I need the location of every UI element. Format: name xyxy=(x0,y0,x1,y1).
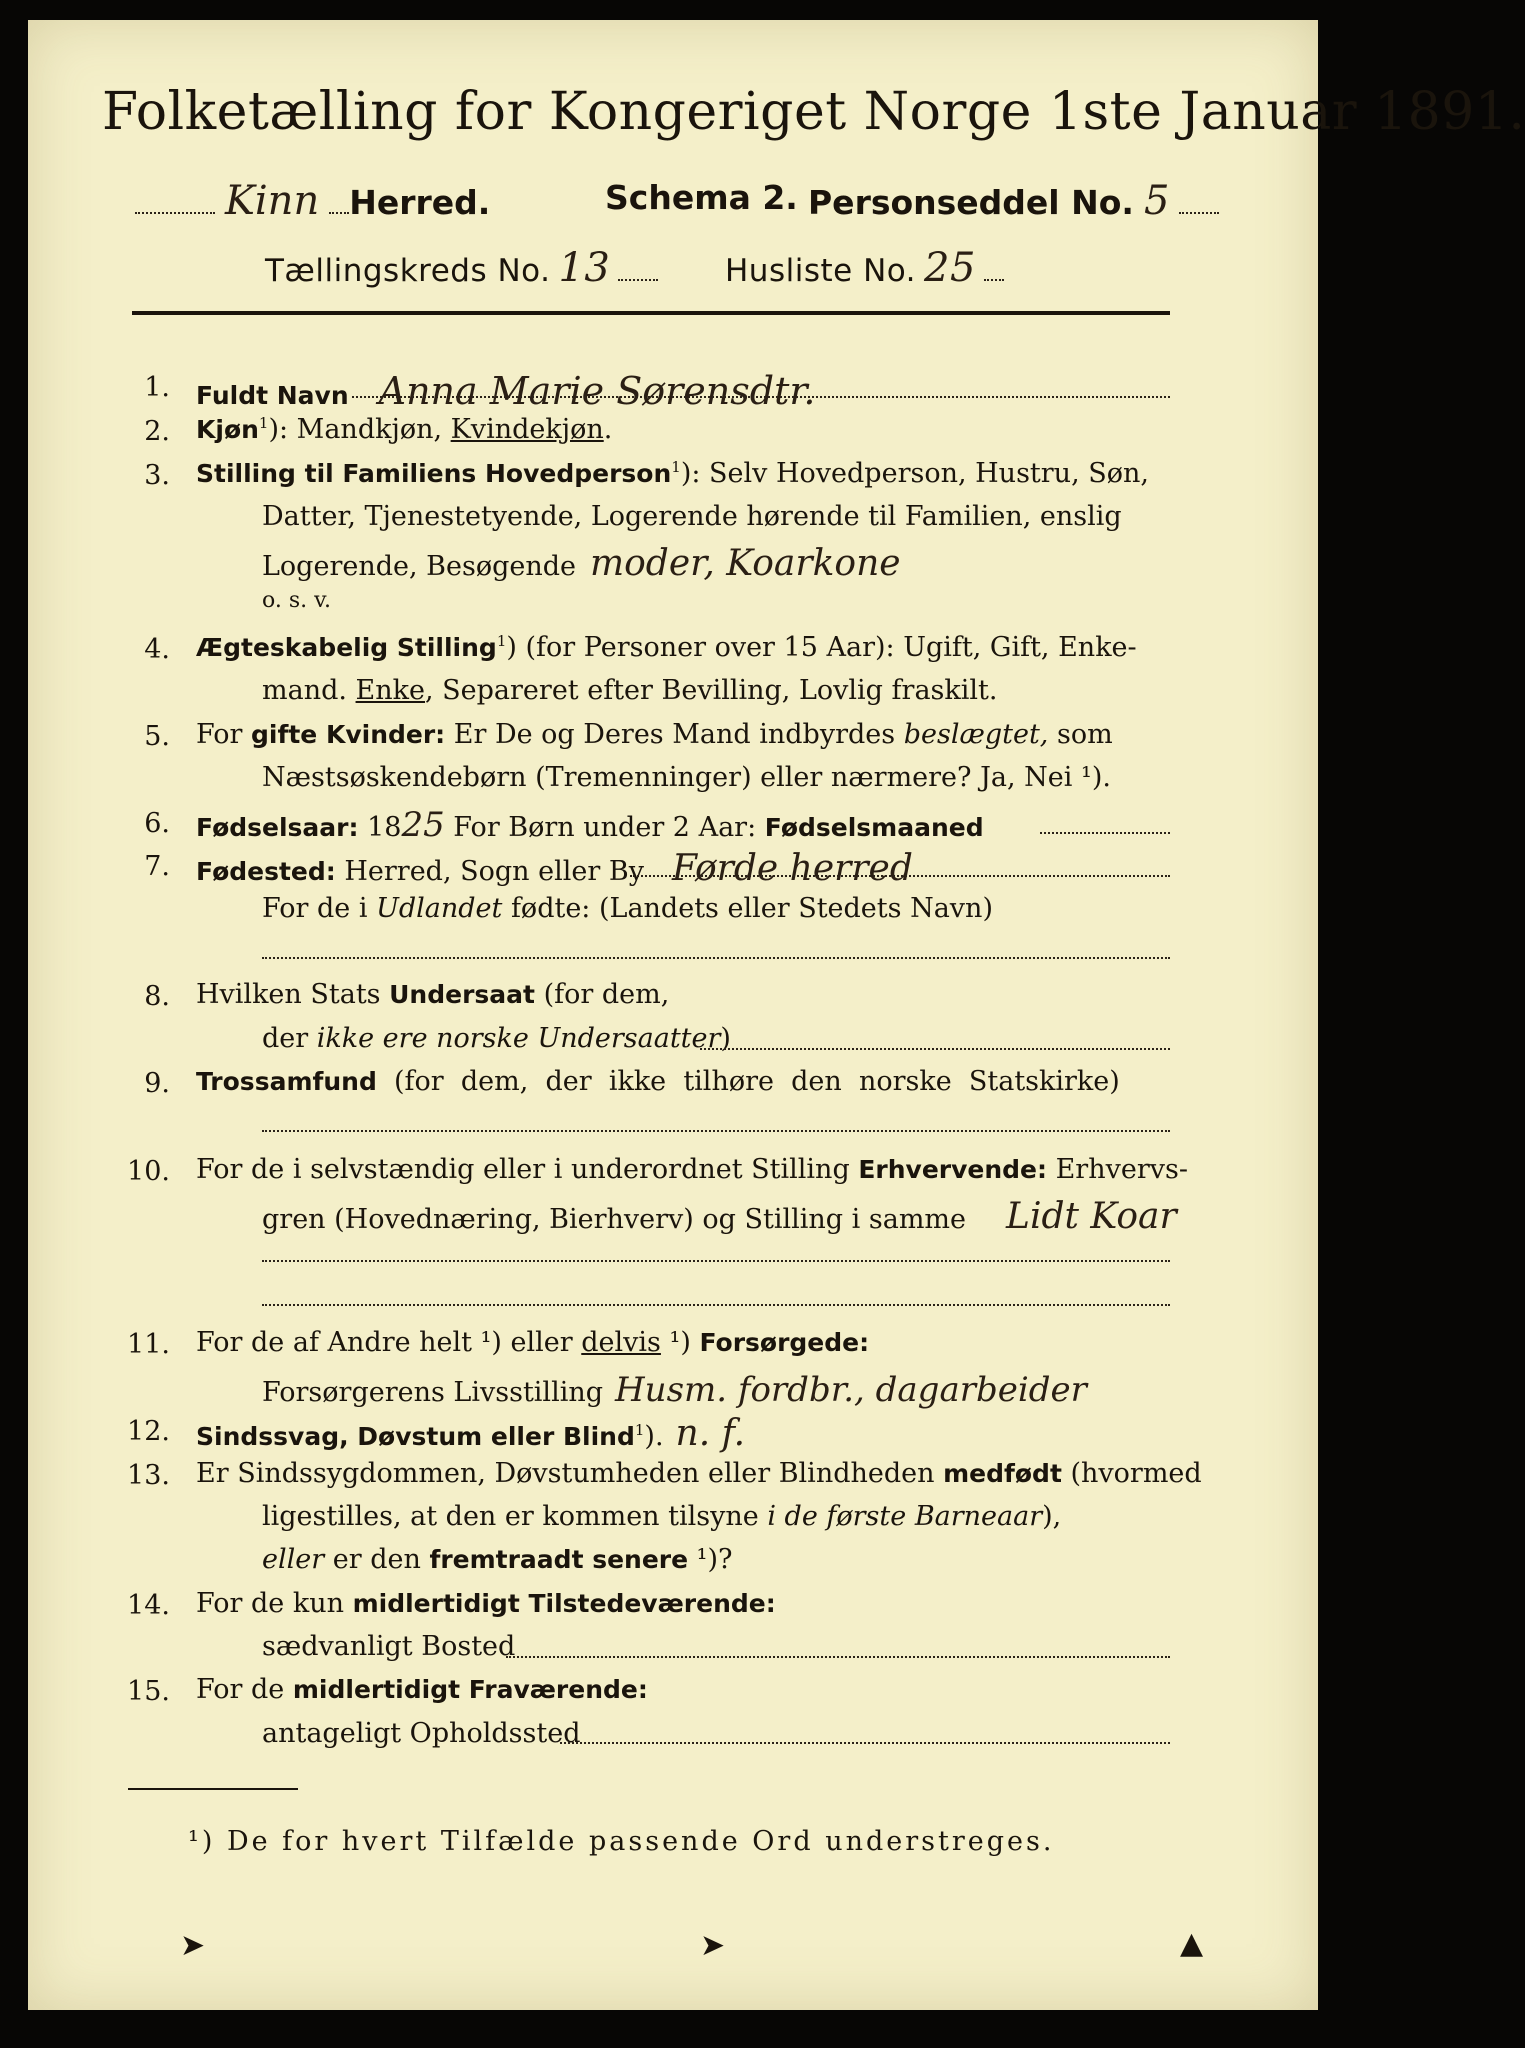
personseddel-value: 5 xyxy=(1143,178,1170,224)
q1-label: Fuldt Navn xyxy=(196,381,349,410)
q6-birth-year: Fødselsaar: 1825 For Børn under 2 Aar: Fødselsmaaned xyxy=(196,805,984,845)
q5-line1: For gifte Kvinder: Er De og Deres Mand indbyrdes beslægtet, som xyxy=(196,719,1113,750)
q13-number: 13. xyxy=(127,1460,170,1491)
q4-line2: mand. Enke, Separeret efter Bevilling, Lovlig fraskilt. xyxy=(262,675,998,706)
census-form-sheet xyxy=(28,20,1525,2010)
q1-number: 1. xyxy=(144,372,170,403)
q3-line3: Logerende, Besøgende moder, Koarkone xyxy=(262,543,901,584)
q11-line1: For de af Andre helt ¹) eller delvis ¹) Forsørgede: xyxy=(196,1327,870,1358)
herred-value: Kinn xyxy=(225,178,320,224)
q14-label: midlertidigt Tilstedeværende: xyxy=(352,1589,776,1618)
q13-line3: eller er den fremtraadt senere ¹)? xyxy=(262,1544,733,1575)
register-mark-left: ➤ xyxy=(180,1928,206,1963)
q15-label: midlertidigt Fraværende: xyxy=(292,1675,648,1704)
q3-label: Stilling til Familiens Hovedperson xyxy=(196,459,672,488)
q5-label: gifte Kvinder: xyxy=(251,720,446,749)
q13-label: medfødt xyxy=(943,1459,1062,1488)
q15-line1: For de midlertidigt Fraværende: xyxy=(196,1674,648,1705)
q13-line1: Er Sindssygdommen, Døvstumheden eller Blindheden medfødt (hvormed xyxy=(196,1458,1202,1489)
q4-number: 4. xyxy=(144,634,170,665)
q4-line1: Ægteskabelig Stilling$^1$) (for Personer over 15 Aar): Ugift, Gift, Enke- xyxy=(196,632,1137,663)
q10-value: Lidt Koar xyxy=(1006,1196,1177,1237)
q7-line1: Fødested: Herred, Sogn eller By Førde herred xyxy=(196,848,913,889)
kreds-value: 13 xyxy=(558,245,611,291)
q8-line1: Hvilken Stats Undersaat (for dem, xyxy=(196,979,670,1010)
q3-number: 3. xyxy=(144,460,170,491)
q7-label: Fødested: xyxy=(196,857,336,886)
q3-value: moder, Koarkone xyxy=(590,543,901,584)
herred-line xyxy=(135,178,490,224)
kreds-line xyxy=(265,245,658,291)
husliste-value: 25 xyxy=(924,245,976,291)
q9-number: 9. xyxy=(144,1068,170,1099)
q8-line2: der ikke ere norske Undersaatter) xyxy=(262,1023,731,1054)
q6-number: 6. xyxy=(144,808,170,839)
q4-selected: Enke xyxy=(355,675,425,706)
register-mark-right: ▲ xyxy=(1180,1926,1204,1961)
q12-line1: Sindssvag, Døvstum eller Blind$^1$). n. f. xyxy=(196,1413,746,1454)
q10-line1: For de i selvstændig eller i underordnet Stilling Erhvervende: Erhvervs- xyxy=(196,1154,1188,1185)
q13-line2: ligestilles, at den er kommen tilsyne i de første Barneaar), xyxy=(262,1501,1062,1532)
q6-value: 25 xyxy=(401,805,445,845)
q11-value: Husm. fordbr., dagarbeider xyxy=(615,1370,1087,1410)
q7-line2: For de i Udlandet fødte: (Landets eller Stedets Navn) xyxy=(262,893,993,924)
q11-line2: Forsørgerens Livsstilling Husm. fordbr., dagarbeider xyxy=(262,1370,1087,1410)
form-title: Folketælling for Kongeriget Norge 1ste Januar 1891. xyxy=(102,82,1525,142)
footnote: ¹) De for hvert Tilfælde passende Ord understreges. xyxy=(188,1826,1055,1857)
header-rule xyxy=(132,311,1170,315)
q7-number: 7. xyxy=(144,851,170,882)
q3-line1: Stilling til Familiens Hovedperson$^1$): Selv Hovedperson, Hustru, Søn, xyxy=(196,458,1149,489)
schema-label: Schema 2. xyxy=(605,178,798,217)
q9-line1: Trossamfund (for dem, der ikke tilhøre den norske Statskirke) xyxy=(196,1066,1120,1097)
q12-value: n. f. xyxy=(675,1413,746,1454)
q9-label: Trossamfund xyxy=(196,1067,377,1096)
q2-label: Kjøn xyxy=(196,415,259,444)
q15-number: 15. xyxy=(127,1676,170,1707)
personseddel-line xyxy=(808,178,1219,224)
q12-label: Sindssvag, Døvstum eller Blind xyxy=(196,1422,635,1451)
footnote-rule xyxy=(128,1788,298,1790)
q11-number: 11. xyxy=(127,1329,170,1360)
q12-number: 12. xyxy=(127,1416,170,1447)
q8-number: 8. xyxy=(144,981,170,1012)
q10-line2: gren (Hovednæring, Bierhverv) og Stilling i samme Lidt Koar xyxy=(262,1196,1177,1237)
q5-line2: Næstsøskendebørn (Tremenninger) eller nærmere? Ja, Nei ¹). xyxy=(262,762,1111,793)
q3-line2: Datter, Tjenestetyende, Logerende hørende til Familien, enslig xyxy=(262,501,1122,532)
q14-line1: For de kun midlertidigt Tilstedeværende: xyxy=(196,1588,776,1619)
q14-line2: sædvanligt Bosted xyxy=(262,1631,516,1662)
q8-label: Undersaat xyxy=(389,980,535,1009)
husliste-line xyxy=(725,245,1004,291)
q1-value: Anna Marie Sørensdtr. xyxy=(378,369,816,413)
q3-line4: o. s. v. xyxy=(262,588,331,613)
q7-value: Førde herred xyxy=(671,848,913,889)
q10-label: Erhvervende: xyxy=(858,1155,1048,1184)
q14-number: 14. xyxy=(127,1590,170,1621)
register-mark-center: ➤ xyxy=(700,1928,726,1963)
q4-label: Ægteskabelig Stilling xyxy=(196,633,497,662)
q11-label: Forsørgede: xyxy=(699,1328,870,1357)
q15-line2: antageligt Opholdssted xyxy=(262,1718,581,1749)
q10-number: 10. xyxy=(127,1156,170,1187)
q2-gender: Kjøn$^1$): Mandkjøn, Kvindekjøn. xyxy=(196,414,613,445)
q1-full-name xyxy=(196,369,1216,413)
kreds-label: Tællingskreds No. xyxy=(265,253,551,289)
q6-label: Fødselsaar: xyxy=(196,813,359,842)
q11-delvis: delvis xyxy=(581,1327,661,1358)
q13-label2: fremtraadt senere xyxy=(429,1545,689,1574)
q6-label2: Fødselsmaaned xyxy=(764,813,984,842)
personseddel-label: Personseddel No. xyxy=(808,183,1134,222)
q2-number: 2. xyxy=(144,416,170,447)
herred-label: Herred. xyxy=(349,183,491,222)
husliste-label: Husliste No. xyxy=(725,253,917,289)
q5-number: 5. xyxy=(144,721,170,752)
q2-selected: Kvindekjøn xyxy=(450,414,604,445)
